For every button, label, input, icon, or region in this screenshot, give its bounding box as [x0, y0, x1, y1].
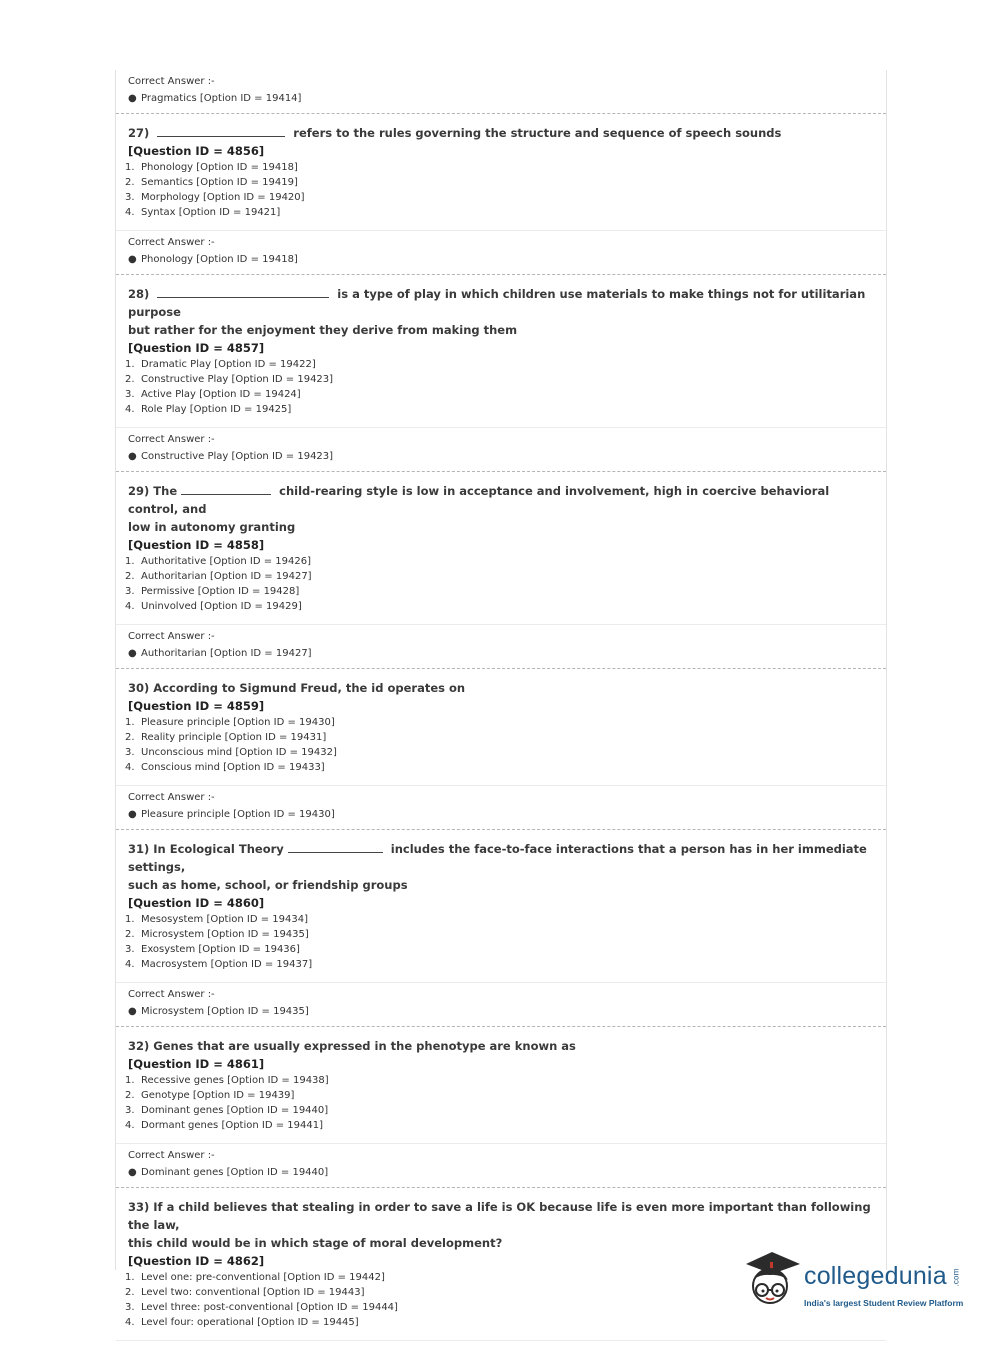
fill-in-blank [288, 841, 383, 853]
option-text: Dramatic Play [Option ID = 19422] [141, 359, 316, 370]
bullet-icon: ● [128, 451, 137, 462]
question-id: [Question ID = 4860] [128, 896, 265, 910]
option-item [125, 387, 876, 402]
bullet-icon: ● [128, 93, 137, 104]
option-text: Recessive genes [Option ID = 19438] [141, 1075, 329, 1086]
question-number: 28) [128, 287, 150, 301]
question-text [128, 1037, 876, 1055]
option-number: 1. [125, 162, 135, 173]
option-text: Mesosystem [Option ID = 19434] [141, 914, 308, 925]
option-text: Authoritative [Option ID = 19426] [141, 556, 311, 567]
option-text: Dormant genes [Option ID = 19441] [141, 1120, 323, 1131]
question-id: [Question ID = 4862] [128, 1254, 265, 1268]
question-text [128, 482, 876, 536]
option-item [125, 554, 876, 569]
option-number: 1. [125, 1075, 135, 1086]
option-item [125, 1088, 876, 1103]
option-text: Genotype [Option ID = 19439] [141, 1090, 295, 1101]
correct-answer [128, 251, 886, 268]
brand-tagline: India's largest Student Review Platform [804, 1298, 964, 1308]
option-item [125, 402, 876, 417]
correct-answer-text: Constructive Play [Option ID = 19423] [141, 451, 334, 462]
bullet-icon: ● [128, 809, 137, 820]
answer-block-26 [116, 70, 886, 114]
question-block [116, 114, 886, 231]
correct-answer-text: Pleasure principle [Option ID = 19430] [141, 809, 335, 820]
question-stem-end: refers to the rules governing the structure and sequence of speech sounds [293, 126, 782, 140]
correct-answer-label: Correct Answer :- [128, 434, 215, 445]
option-item [125, 175, 876, 190]
mascot-logo-icon [742, 1250, 802, 1312]
fill-in-blank [157, 125, 285, 137]
correct-answer [128, 645, 886, 662]
option-number: 2. [125, 374, 135, 385]
brand-suffix: .com [951, 1268, 961, 1287]
correct-answer-label: Correct Answer :- [128, 631, 215, 642]
correct-answer [128, 806, 886, 823]
option-number: 2. [125, 732, 135, 743]
correct-answer-text: Microsystem [Option ID = 19435] [141, 1006, 309, 1017]
question-text [128, 840, 876, 894]
answer-block [116, 625, 886, 669]
question-number: 29) [128, 484, 150, 498]
question-stem-start: According to Sigmund Freud, the id operates on [153, 681, 466, 695]
answer-block [116, 786, 886, 830]
option-item [125, 1118, 876, 1133]
question-stem-end: is a type of play in which children use materials to make things not for utilitarian purpose [128, 287, 866, 319]
option-item [125, 205, 876, 220]
option-item [125, 190, 876, 205]
bullet-icon: ● [128, 1167, 137, 1178]
option-item [125, 1103, 876, 1118]
correct-answer-text: Pragmatics [Option ID = 19414] [141, 93, 302, 104]
option-number: 3. [125, 1302, 135, 1313]
question-block [116, 830, 886, 983]
option-text: Level four: operational [Option ID = 19445] [141, 1317, 359, 1328]
option-item [125, 1073, 876, 1088]
question-stem-line2: such as home, school, or friendship groups [128, 878, 408, 892]
option-text: Conscious mind [Option ID = 19433] [141, 762, 325, 773]
option-number: 2. [125, 177, 135, 188]
option-item [125, 372, 876, 387]
option-item [125, 760, 876, 775]
option-number: 4. [125, 762, 135, 773]
option-number: 3. [125, 944, 135, 955]
brand-name [804, 1262, 965, 1291]
option-item [125, 569, 876, 584]
option-text: Authoritarian [Option ID = 19427] [141, 571, 312, 582]
question-id: [Question ID = 4857] [128, 341, 265, 355]
question-stem-line2: but rather for the enjoyment they derive from making them [128, 323, 518, 337]
option-text: Active Play [Option ID = 19424] [141, 389, 301, 400]
correct-answer-label: Correct Answer :- [128, 989, 215, 1000]
option-number: 4. [125, 1120, 135, 1131]
correct-answer [128, 448, 886, 465]
question-number: 31) [128, 842, 150, 856]
correct-answer-label: Correct Answer :- [128, 76, 215, 87]
option-number: 1. [125, 914, 135, 925]
question-stem-start: The [153, 484, 178, 498]
option-number: 4. [125, 1317, 135, 1328]
option-item [125, 160, 876, 175]
question-block [116, 669, 886, 786]
option-text: Uninvolved [Option ID = 19429] [141, 601, 302, 612]
question-number: 30) [128, 681, 150, 695]
option-number: 4. [125, 404, 135, 415]
option-text: Dominant genes [Option ID = 19440] [141, 1105, 329, 1116]
option-text: Exosystem [Option ID = 19436] [141, 944, 300, 955]
fill-in-blank [181, 483, 271, 495]
question-stem-line2: low in autonomy granting [128, 520, 296, 534]
answer-block [116, 1144, 886, 1188]
option-number: 3. [125, 389, 135, 400]
option-number: 3. [125, 192, 135, 203]
brand-name-text: collegedunia [804, 1262, 947, 1290]
collegedunia-watermark [742, 1250, 972, 1320]
option-text: Permissive [Option ID = 19428] [141, 586, 300, 597]
fill-in-blank [157, 286, 329, 298]
option-number: 2. [125, 571, 135, 582]
question-text [128, 124, 876, 142]
question-block [116, 472, 886, 625]
question-text [128, 1198, 876, 1252]
question-block [116, 1027, 886, 1144]
option-text: Semantics [Option ID = 19419] [141, 177, 298, 188]
bullet-icon: ● [128, 254, 137, 265]
option-number: 4. [125, 959, 135, 970]
option-number: 2. [125, 929, 135, 940]
correct-answer [128, 1164, 886, 1181]
question-number: 32) [128, 1039, 150, 1053]
option-text: Phonology [Option ID = 19418] [141, 162, 298, 173]
option-text: Constructive Play [Option ID = 19423] [141, 374, 334, 385]
option-item [125, 745, 876, 760]
option-item [125, 730, 876, 745]
option-number: 3. [125, 747, 135, 758]
option-item [125, 927, 876, 942]
option-text: Pleasure principle [Option ID = 19430] [141, 717, 335, 728]
option-item [125, 599, 876, 614]
correct-answer-text: Phonology [Option ID = 19418] [141, 254, 298, 265]
correct-answer-text: Dominant genes [Option ID = 19440] [141, 1167, 329, 1178]
answer-block [116, 231, 886, 275]
question-id: [Question ID = 4856] [128, 144, 265, 158]
option-number: 1. [125, 556, 135, 567]
option-text: Microsystem [Option ID = 19435] [141, 929, 309, 940]
option-text: Macrosystem [Option ID = 19437] [141, 959, 313, 970]
option-number: 2. [125, 1090, 135, 1101]
question-stem-line2: this child would be in which stage of moral development? [128, 1236, 503, 1250]
question-stem-start: Genes that are usually expressed in the phenotype are known as [153, 1039, 576, 1053]
option-item [125, 942, 876, 957]
answer-block [116, 428, 886, 472]
option-text: Reality principle [Option ID = 19431] [141, 732, 327, 743]
question-stem-start: If a child believes that stealing in order to save a life is OK because life is even more important than following the law, [128, 1200, 871, 1232]
bullet-icon: ● [128, 648, 137, 659]
question-list [116, 114, 886, 1341]
question-stem-end: includes the face-to-face interactions that a person has in her immediate settings, [128, 842, 867, 874]
option-number: 1. [125, 717, 135, 728]
option-text: Syntax [Option ID = 19421] [141, 207, 281, 218]
bullet-icon: ● [128, 1006, 137, 1017]
option-text: Unconscious mind [Option ID = 19432] [141, 747, 337, 758]
question-stem-start: In Ecological Theory [153, 842, 284, 856]
option-item [125, 357, 876, 372]
option-number: 4. [125, 601, 135, 612]
option-item [125, 957, 876, 972]
option-item [125, 715, 876, 730]
option-number: 3. [125, 586, 135, 597]
option-text: Level three: post-conventional [Option ID = 19444] [141, 1302, 398, 1313]
option-text: Role Play [Option ID = 19425] [141, 404, 292, 415]
question-number: 27) [128, 126, 150, 140]
option-item [125, 912, 876, 927]
question-stem-end: child-rearing style is low in acceptance and involvement, high in coercive behavioral control, and [128, 484, 830, 516]
option-number: 4. [125, 207, 135, 218]
option-number: 1. [125, 1272, 135, 1283]
question-id: [Question ID = 4858] [128, 538, 265, 552]
question-text [128, 679, 876, 697]
option-text: Morphology [Option ID = 19420] [141, 192, 305, 203]
option-text: Level one: pre-conventional [Option ID = 19442] [141, 1272, 385, 1283]
correct-answer [128, 1003, 886, 1020]
option-number: 2. [125, 1287, 135, 1298]
correct-answer-label: Correct Answer :- [128, 792, 215, 803]
answer-block [116, 983, 886, 1027]
correct-answer-label: Correct Answer :- [128, 237, 215, 248]
question-id: [Question ID = 4859] [128, 699, 265, 713]
option-number: 1. [125, 359, 135, 370]
question-text [128, 285, 876, 339]
correct-answer-text: Authoritarian [Option ID = 19427] [141, 648, 312, 659]
correct-answer-label: Correct Answer :- [128, 1150, 215, 1161]
question-number: 33) [128, 1200, 150, 1214]
correct-answer [128, 90, 886, 107]
option-text: Level two: conventional [Option ID = 19443] [141, 1287, 365, 1298]
option-number: 3. [125, 1105, 135, 1116]
option-item [125, 584, 876, 599]
question-id: [Question ID = 4861] [128, 1057, 265, 1071]
question-block [116, 275, 886, 428]
